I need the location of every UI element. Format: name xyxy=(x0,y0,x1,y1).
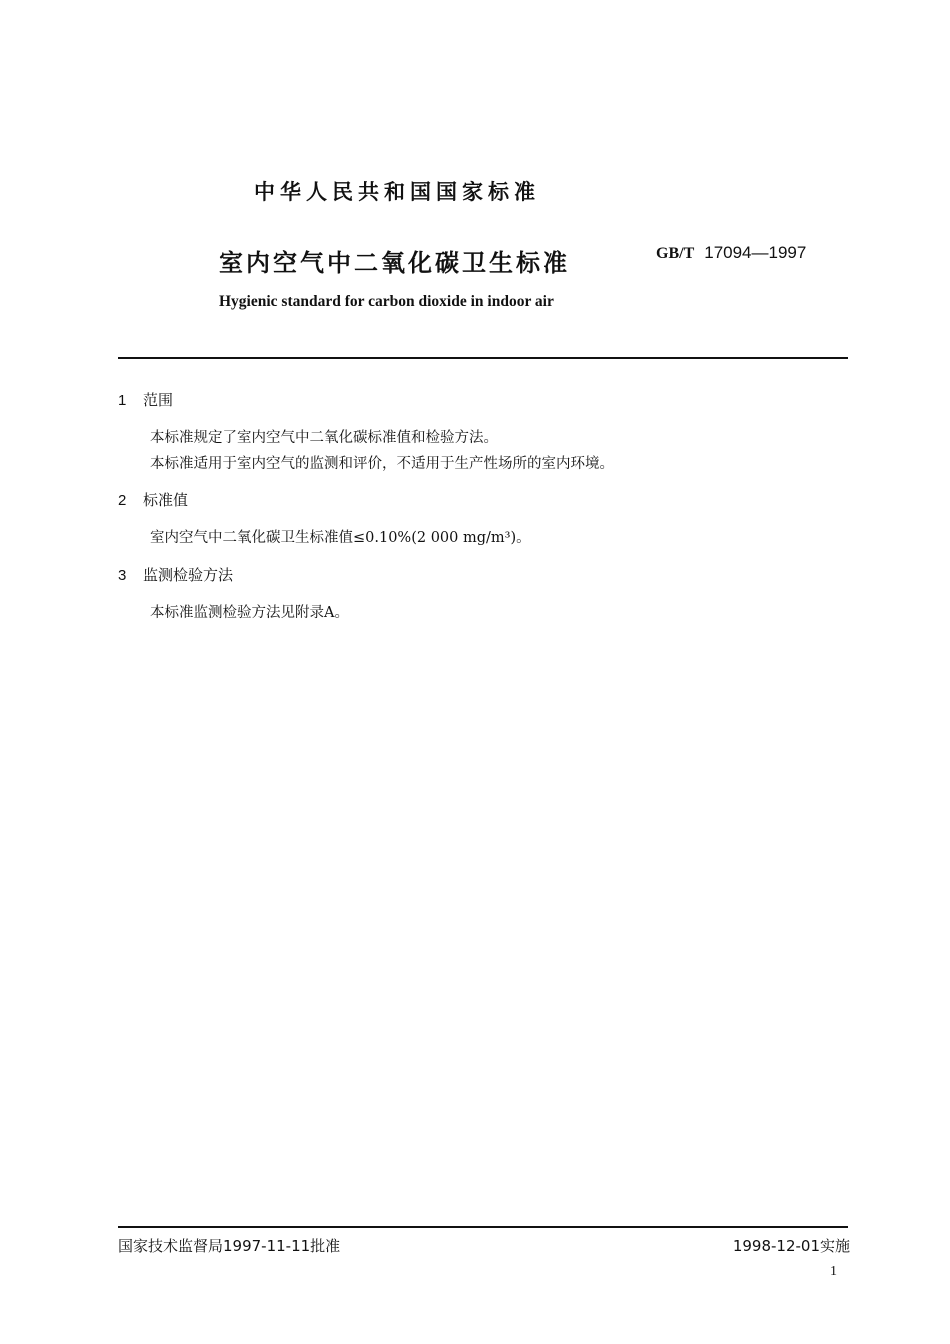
section-number: 2 xyxy=(118,492,127,509)
section-title: 监测检验方法 xyxy=(143,566,234,584)
section-number: 3 xyxy=(118,567,127,584)
section-heading-standard-value xyxy=(118,489,188,510)
standard-prefix: GB/T xyxy=(656,245,695,262)
national-standard-header: 中华人民共和国国家标准 xyxy=(254,180,540,204)
document-title-en: Hygienic standard for carbon dioxide in indoor air xyxy=(219,293,554,310)
section-heading-scope xyxy=(118,389,173,410)
header-divider xyxy=(118,357,848,359)
standard-code: 17094—1997 xyxy=(704,243,807,262)
section-title: 范围 xyxy=(143,391,174,409)
paragraph: 室内空气中二氧化碳卫生标准值≤0.10%(2 000 mg/m³)。 xyxy=(150,530,531,546)
paragraph: 本标准规定了室内空气中二氧化碳标准值和检验方法。 xyxy=(150,430,498,446)
paragraph: 本标准监测检验方法见附录A。 xyxy=(150,605,349,621)
section-title: 标准值 xyxy=(143,491,189,509)
paragraph: 本标准适用于室内空气的监测和评价，不适用于生产性场所的室内环境。 xyxy=(150,456,614,472)
section-number: 1 xyxy=(118,392,127,409)
section-heading-method xyxy=(118,564,233,585)
document-title-cn: 室内空气中二氧化碳卫生标准 xyxy=(219,249,570,277)
footer-divider xyxy=(118,1226,848,1228)
page-number: 1 xyxy=(830,1264,837,1279)
approval-date: 国家技术监督局1997-11-11批准 xyxy=(118,1237,341,1255)
standard-number xyxy=(656,243,806,263)
implementation-date: 1998-12-01实施 xyxy=(732,1237,850,1255)
